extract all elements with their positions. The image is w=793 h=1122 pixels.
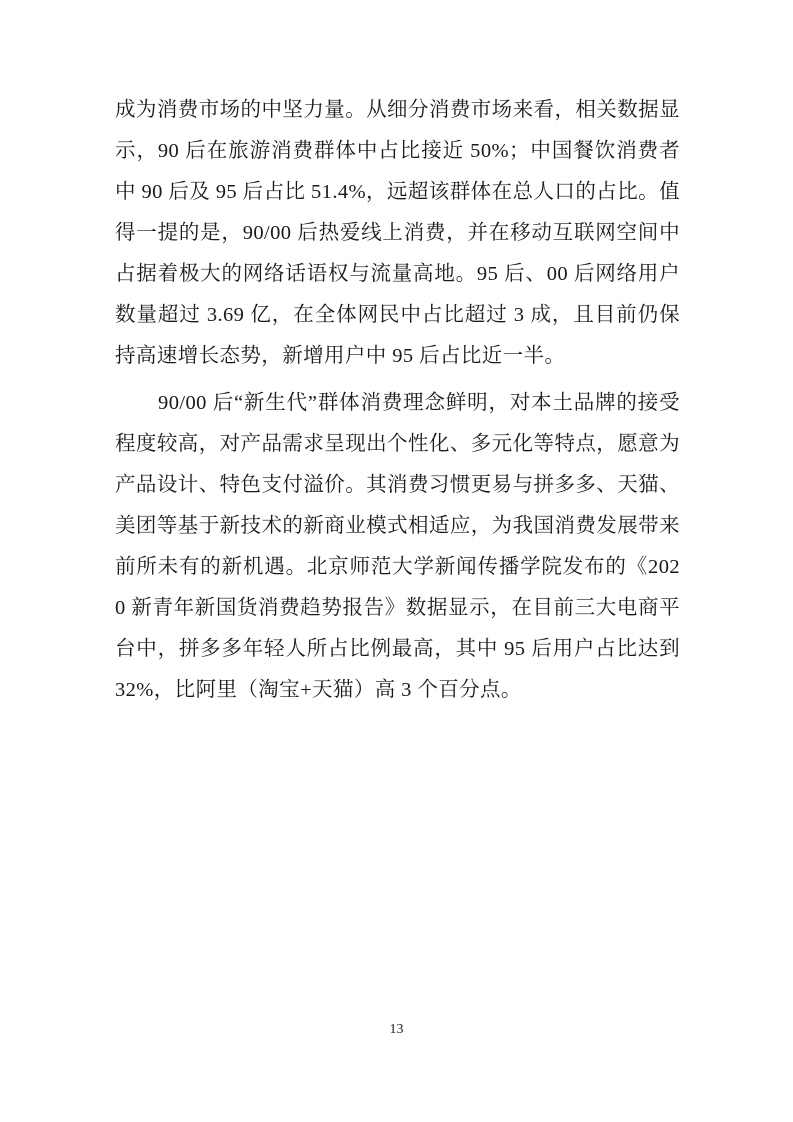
document-body	[115, 90, 680, 711]
page-number: 13	[389, 1022, 404, 1037]
paragraph-1: 成为消费市场的中坚力量。从细分消费市场来看，相关数据显示，90 后在旅游消费群体中占比接近 50%；中国餐饮消费者中 90 后及 95 后占比 51.4%，远超该群体在总人口的占比。值得一提的是，90/00 后热爱线上消费，并在移动互联网空间中占据着极大的网络话语权与流量高地。95 后、00 后网络用户数量超过 3.69 亿，在全体网民中占比超过 3 成，且目前仍保持高速增长态势，新增用户中 95 后占比近一半。	[115, 99, 680, 367]
paragraph-2: 90/00 后“新生代”群体消费理念鲜明，对本土品牌的接受程度较高，对产品需求呈现出个性化、多元化等特点，愿意为产品设计、特色支付溢价。其消费习惯更易与拼多多、天猫、美团等基于新技术的新商业模式相适应，为我国消费发展带来前所未有的新机遇。北京师范大学新闻传播学院发布的《2020 新青年新国货消费趋势报告》数据显示，在目前三大电商平台中，拼多多年轻人所占比例最高，其中 95 后用户占比达到 32%，比阿里（淘宝+天猫）高 3 个百分点。	[115, 392, 680, 701]
